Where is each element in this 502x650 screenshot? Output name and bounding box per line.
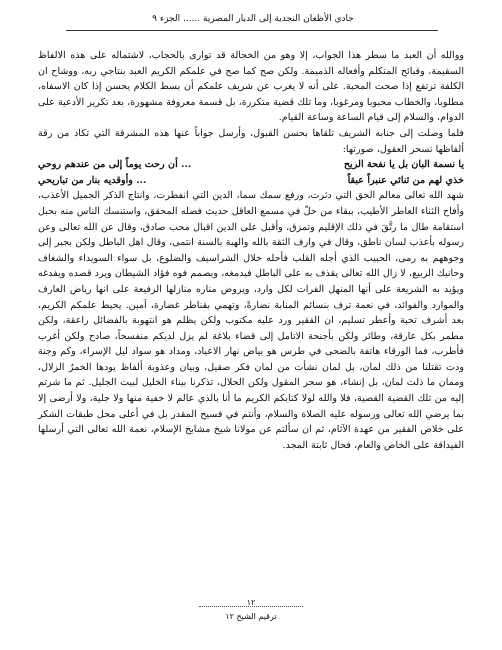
poem-hemistich: ... أن رحت يوماً إلى من عندهم روحي	[38, 159, 192, 171]
footer-divider	[199, 606, 303, 607]
poem-hemistich: خذي لهم من ثنائي عنبراً عبقاً	[347, 174, 464, 186]
paragraph: ووالله أن العبد ما سطر هذا الجواب، إلا وهو من الخجالة قد توارى بالحجاب، لاشتماله على هذه الالفاظ السقيمة، وقبائح المتكلم وأفعاله الذميمة. ولكن صح كما صح في علمكم الكريم العبد بنتاجي ربه، ووشاح ان الكلفة ترتفع إذا صحت المحبة. على أنه لا يغرب عن شريف علمكم أن بسط الكلام يحسن إذا كان الاسفاه، مطلوبا، والخطاب محبوبا ومرغوبا، وما تلك قضية متكررة، بل قسمة معروفة مشهورة، بعد تكرير الأدعية على الدوام، والسلام إلى قيام الساعة وساعة القيام.	[38, 50, 464, 124]
header-rule	[66, 30, 438, 31]
poem-line	[38, 157, 464, 173]
footer-note: ترقيم الشيخ ١٢	[225, 612, 277, 621]
running-header: حادي الأظعان النجدية إلى الديار المصرية ...... الجزء ٩	[152, 14, 354, 24]
page-number: ١٢	[246, 598, 256, 607]
poem-hemistich: يا نسمة البان بل يا نفحة الريح	[343, 159, 464, 171]
document-body	[38, 48, 464, 453]
paragraph: فلما وصلت إلى جنابه الشريف تلقاها بحسن القبول، وأرسل جواباً عنها هذه المشرقة التي تكاد من رقة ألفاظها تسحر العقول، صورتها:	[38, 127, 464, 155]
paragraph: شهد الله تعالى معالم الحق التي دثرت، ورفع سمك سما، الدين التي انفطرت، وانتاج الذكر الجميل الأعذب، وأفاح الثناء العاطر الأطيب، ببقاء من حلّ في مسمع العاقل حديث فضله المحقق، واستنسك الناس منه بحبل استقامة طال ما رتَّقَ في ذلك الإقليم وتمزق، وأقبل على الدين اقبال محب صادق، وقال عن الله تعالى وعن رسوله بأعذب لسان ناطق، وقال في وارف الثقة بالله والهبة بالسنة انتمى، وقال اهل الباطل ولكن بجبر إلى وجوههم به رمى، الحبيب الذي أجله القلب فأحله خلال الشراسيف والضلوع، بل سواء السويداء والشغاف وحانيك الربيع، لا زال الله تعالى يقذف به على الباطل فيدمغه، ويصمم فوه فؤاد الشيطان ويرد قصده ويفدغه ويؤيد به الشريعة على أنها المنهل الفرات لكل وارد، ويروض مناره منازلها الرفيعة على انها رياض العارف والموارد والفوائد، في نعمة ترف بنسائم المنابة نضارةً، وتهمي بقناطر غضارة، آمين. يحيط علمكم الكريم، بعد أشرف تحية وأعطر تسليم، ان الفقير ورد عليه مكتوب ولكن يظلم هو انتهوبة بالفضائل راعقة، ولكن مطمر بكل عارقة، وطائر ولكن بأجنحة الاتامل إلى قضاء بلاغة لم يزل لديكم منفسحاً، صادح ولكن أغرب فأطرب، فما الورقاء هاتفة بالضحى في طرس هو بياض نهار الاعياد، ومداد هو سواد ليل الإسراء، وكم وجنة ودت تقتلنا من ذلك لمان، بل لمان نشأت من لمان فكر صقيل، وبيان وعذوبة ألفاظ يودها الخمرُ الزلال، وممان ما ذلت لمان، بل إنشاء، هو سحر المقول ولكن الحلال، تذكرنا بيناء الخليل لبيت الجليل. ثم ما شرتم إليه من تلك القضية القصية، فلا والله لولا كتابكم الكريم ما أنا بالذي عالم لا خفية منها ولا جلية، ولا أرضى إلا بما يرضي الله تعالى ورسوله عليه الصلاة والسلام، وأنتم في فسيح المقدر بل في أعلى محل طبقات الشكر على خلاص الفقير من عهدة الآثام، ثم ان سألتم عن مولانا شيخ مشايخ الإسلام، نعمة الله تعالى التي أرسلها الفيداقة على الخاص والعام، فحال ثابتة المجد.	[38, 190, 464, 451]
poem-hemistich: ... وأوقديه بنار من تباريحي	[38, 174, 147, 186]
poem-line	[38, 173, 464, 189]
